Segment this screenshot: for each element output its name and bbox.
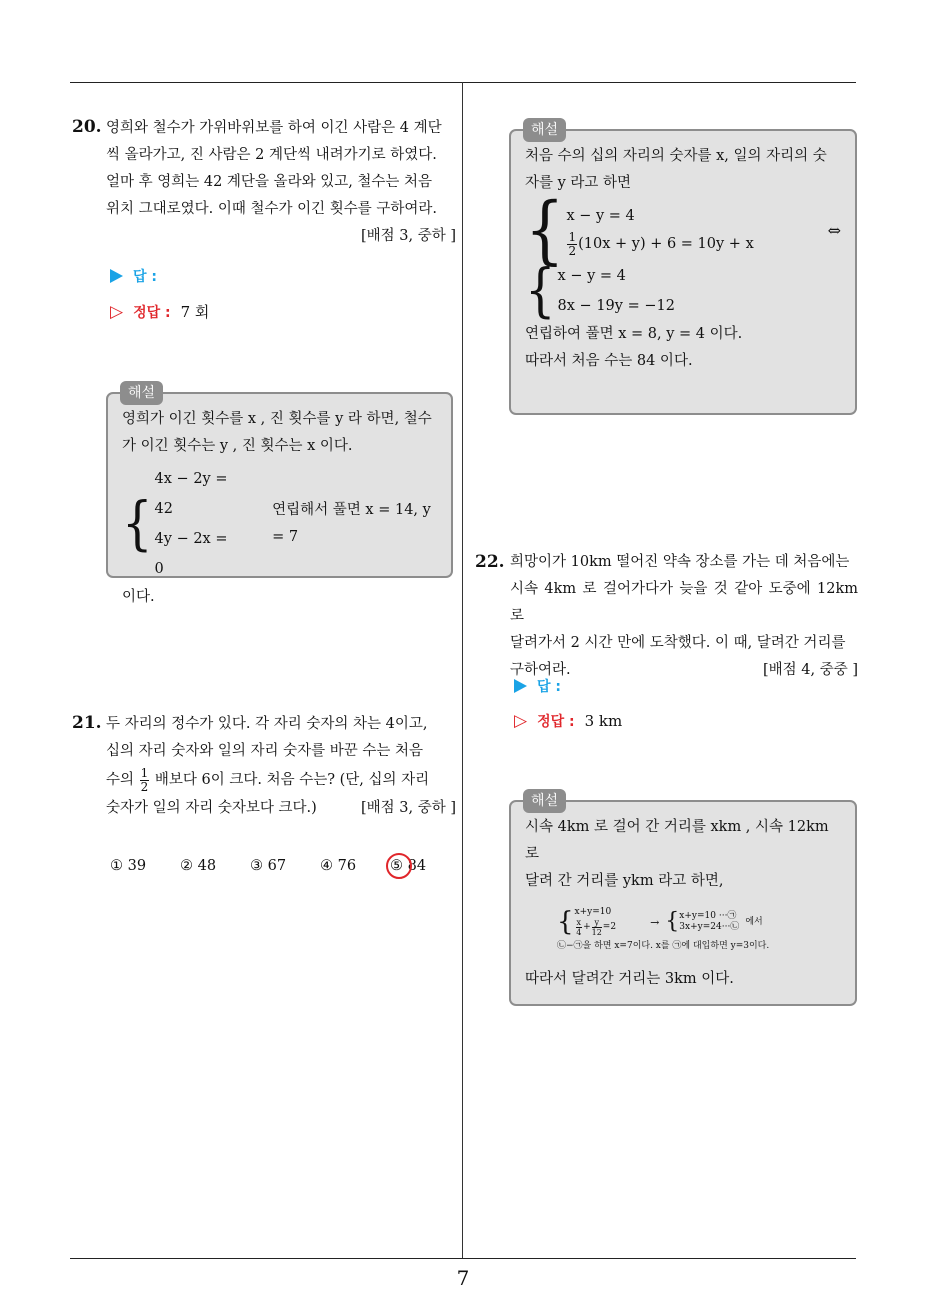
triangle-outline-icon: ▷ <box>110 301 124 322</box>
solution-line: 연립하여 풀면 x = 8, y = 4 이다. <box>525 326 743 342</box>
equation: 3x+y=24···㉡ <box>679 922 740 932</box>
problem-22-line: 구하여라. <box>510 662 571 678</box>
choice-2[interactable]: ② 48 <box>180 858 217 874</box>
solution-line: 자를 y 라고 하면 <box>525 175 632 191</box>
fraction <box>576 918 583 937</box>
problem-22-line: 시속 4km 로 걸어가다가 늦을 것 같아 도중에 12km 로 <box>510 581 858 624</box>
fraction <box>592 918 602 937</box>
correct-label: 정답 : <box>133 304 171 321</box>
correct-label: 정답 : <box>537 714 575 730</box>
denominator: 2 <box>568 243 577 258</box>
problem-21 <box>106 711 456 822</box>
numerator: y <box>592 918 602 928</box>
bottom-rule <box>70 1258 856 1259</box>
selected-circle-icon <box>386 853 412 879</box>
solution-box-20 <box>106 385 453 605</box>
denominator: 4 <box>576 928 582 937</box>
brace-icon: { <box>525 185 565 274</box>
solution-tag: 해설 <box>523 789 566 813</box>
equation-rest: (10x + y) + 6 = 10y + x <box>578 236 754 252</box>
play-icon <box>514 679 527 693</box>
solution-line: 가 이긴 횟수는 y , 진 횟수는 x 이다. <box>122 438 353 454</box>
solution-box-right <box>509 122 857 415</box>
arrow-icon: → <box>650 915 660 929</box>
problem-20-line: 씩 올라가고, 진 사람은 2 계단씩 내려가기로 하였다. <box>106 147 437 163</box>
problem-20 <box>106 115 456 250</box>
problem-20-correct <box>110 301 209 322</box>
solution-tag: 해설 <box>120 381 163 405</box>
problem-20-line: 영희와 철수가 가위바위보를 하여 이긴 사람은 4 계단 <box>106 120 442 136</box>
problem-22-answer <box>514 676 561 696</box>
choice-4[interactable]: ④ 76 <box>320 858 357 874</box>
top-rule <box>70 82 856 83</box>
answer-label: 답 : <box>133 269 157 285</box>
equation-system <box>122 464 437 584</box>
solution-line: 이다. <box>122 589 155 605</box>
problem-21-number: 21. <box>72 713 102 733</box>
solution-box-22 <box>509 793 857 1006</box>
correct-value: 3 km <box>584 712 623 730</box>
equation: 4y − 2x = 0 <box>154 531 228 577</box>
mini-solution <box>557 907 841 952</box>
solution-line: 처음 수의 십의 자리의 숫자를 x, 일의 자리의 숫 <box>525 148 827 164</box>
text: 에서 <box>745 916 763 927</box>
brace-icon: { <box>557 907 574 937</box>
play-icon <box>110 269 123 283</box>
problem-20-line: 위치 그대로였다. 이때 철수가 이긴 횟수를 구하여라. <box>106 201 438 217</box>
problem-20-answer <box>110 266 157 286</box>
answer-choices <box>110 858 460 874</box>
solution-line: 영희가 이긴 횟수를 x , 진 횟수를 y 라 하면, 철수 <box>122 411 432 427</box>
solution-line: 따라서 달려간 거리는 3km 이다. <box>525 971 734 987</box>
equation: $\frac{x}{4}$ + $\frac{y}{12}$ =2 <box>576 918 617 937</box>
numerator: x <box>576 918 582 927</box>
problem-22-line: 희망이가 10km 떨어진 약속 장소를 가는 데 처음에는 <box>510 554 850 570</box>
choice-1[interactable]: ① 39 <box>110 858 147 874</box>
solution-result: 연립해서 풀면 x = 14, y = 7 <box>272 502 431 545</box>
problem-22 <box>510 549 858 684</box>
answer-label: 답 : <box>537 679 561 695</box>
equation: x+y=10 <box>574 907 612 917</box>
equation: x − y = 4 <box>566 208 635 224</box>
column-divider <box>462 82 463 1258</box>
solution-line: 달려 간 거리를 ykm 라고 하면, <box>525 873 724 889</box>
mini-solution-line: ㉡−㉠을 하면 x=7이다. x를 ㉠에 대입하면 y=3이다. <box>557 941 770 951</box>
triangle-outline-icon: ▷ <box>514 711 528 731</box>
equivalence-icon: ⇔ <box>827 220 841 240</box>
problem-21-line: 두 자리의 정수가 있다. 각 자리 숫자의 차는 4이고, <box>106 716 428 732</box>
brace-icon: { <box>122 490 153 558</box>
brace-icon: { <box>665 909 680 934</box>
choice-3[interactable]: ③ 67 <box>250 858 287 874</box>
problem-20-meta: [배점 3, 중하 ] <box>360 228 456 244</box>
equation-system-b <box>525 257 841 325</box>
problem-21-meta: [배점 3, 중하 ] <box>360 800 456 816</box>
numerator: 1 <box>140 765 149 780</box>
solution-line: 따라서 처음 수는 84 이다. <box>525 353 693 369</box>
choice-5-label: ⑤ 84 <box>390 858 427 874</box>
text: =2 <box>602 922 617 932</box>
problem-22-meta: [배점 4, 중중 ] <box>762 662 858 678</box>
numerator: 1 <box>568 229 577 244</box>
brace-icon: { <box>525 257 556 325</box>
problem-20-number: 20. <box>72 117 102 137</box>
denominator: 12 <box>591 928 602 937</box>
text: 수의 <box>106 772 135 788</box>
correct-value: 7 회 <box>180 303 210 321</box>
equation-system-a <box>525 185 841 274</box>
fraction <box>140 767 150 794</box>
fraction <box>567 231 577 258</box>
choice-5[interactable] <box>390 858 460 874</box>
equation: x+y=10 ···㉠ <box>679 911 737 921</box>
solution-tag: 해설 <box>523 118 566 142</box>
equation: 8x − 19y = −12 <box>557 298 675 314</box>
problem-22-correct <box>514 711 622 731</box>
problem-21-line <box>106 765 456 795</box>
equation: x − y = 4 <box>557 268 626 284</box>
problem-20-line: 얼마 후 영희는 42 계단을 올라와 있고, 철수는 처음 <box>106 174 433 190</box>
equation: 4x − 2y = 42 <box>154 471 228 517</box>
text: 배보다 6이 크다. 처음 수는? (단, 십의 자리 <box>154 772 430 788</box>
page-number: 7 <box>456 1266 470 1290</box>
denominator: 2 <box>140 779 149 794</box>
problem-22-number: 22. <box>475 552 505 572</box>
problem-21-line: 숫자가 일의 자리 숫자보다 크다.) <box>106 800 317 816</box>
problem-21-line: 십의 자리 숫자와 일의 자리 숫자를 바꾼 수는 처음 <box>106 743 424 759</box>
problem-22-line: 달려가서 2 시간 만에 도착했다. 이 때, 달려간 거리를 <box>510 635 846 651</box>
solution-line: 시속 4km 로 걸어 간 거리를 xkm , 시속 12km 로 <box>525 819 829 862</box>
equation <box>566 230 753 258</box>
